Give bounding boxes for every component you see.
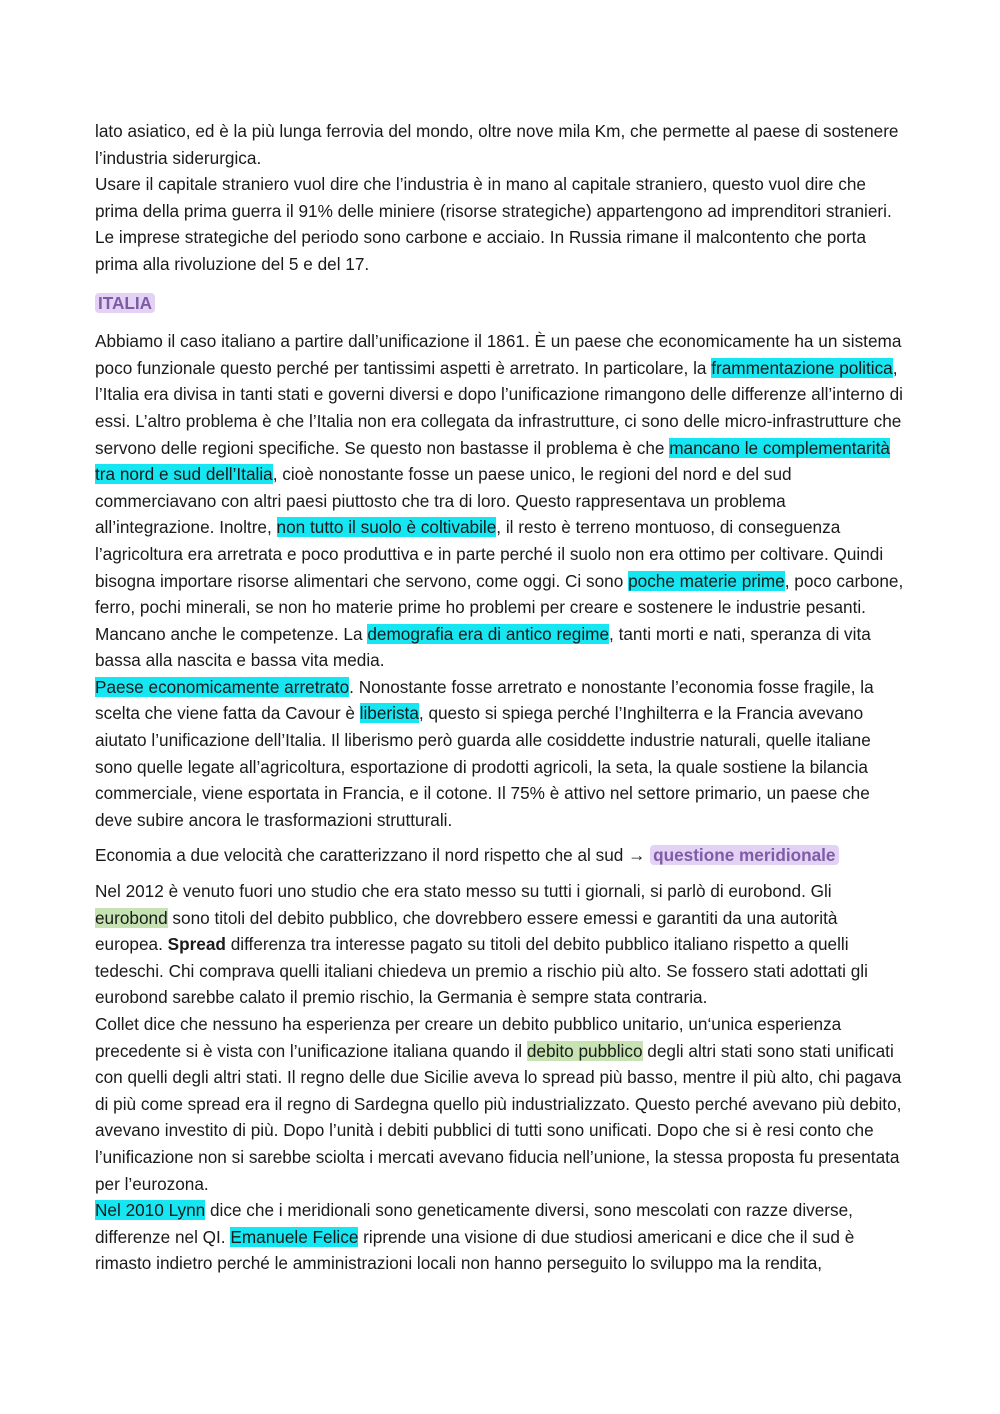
highlight-complementarita: mancano le complementarità tra nord e sud dell’Italia <box>95 437 890 485</box>
bold-spread: Spread <box>167 934 226 955</box>
paragraph-eurobond: Nel 2012 è venuto fuori uno studio che era stato messo su tutti i giornali, si parlò di eurobond. Gli eurobond sono titoli del debito pubblico, che dovrebbero essere emessi e garantiti da una autorità europea. Spread differenza tra interesse pagato su titoli del debito pubblico italiano rispetto a quelli tedeschi. Chi comprava quelli italiani chiedeva un premio a rischio più alto. Se fossero stati adottati gli eurobond sarebbe calato il premio rischio, la Germania è sempre stata contraria. <box>95 881 868 1008</box>
highlight-eurobond: eurobond <box>95 907 168 928</box>
arrow-icon: → <box>628 845 646 866</box>
highlight-demografia: demografia era di antico regime <box>367 623 610 644</box>
highlight-questione-meridionale: questione meridionale <box>650 845 838 865</box>
paragraph-ferrovia: lato asiatico, ed è la più lunga ferrovia del mondo, oltre nove mila Km, che permette al paese di sostenere l’industria siderurgica. <box>95 121 899 168</box>
document-page <box>95 118 907 1277</box>
highlight-emanuele-felice: Emanuele Felice <box>230 1226 359 1247</box>
highlight-frammentazione: frammentazione politica <box>711 357 893 378</box>
highlight-suolo: non tutto il suolo è coltivabile <box>276 517 497 538</box>
paragraph-capitale-straniero: Usare il capitale straniero vuol dire che l’industria è in mano al capitale straniero, questo vuol dire che prima della prima guerra il 91% delle miniere (risorse strategiche) appartengono ad imprenditori stranieri. Le imprese strategiche del periodo sono carbone e acciaio. In Russia rimane il malcontento che porta prima alla rivoluzione del 5 e del 17. <box>95 174 892 274</box>
highlight-materie-prime: poche materie prime <box>628 570 785 591</box>
highlight-paese-arretrato: Paese economicamente arretrato <box>95 676 350 697</box>
section-heading-label: ITALIA <box>95 293 155 313</box>
highlight-liberista: liberista <box>359 703 419 724</box>
paragraph-lynn: Nel 2010 Lynn dice che i meridionali sono geneticamente diversi, sono mescolati con razze diverse, differenze nel QI. Emanuele Felice riprende una visione di due studiosi americani e dice che il sud è rimasto indietro perché le amministrazioni locali non hanno perseguito lo sviluppo ma la rendita, <box>95 1200 855 1274</box>
paragraph-economia-due-velocita: Economia a due velocità che caratterizzano il nord rispetto che al sud → questione meridionale <box>95 842 907 869</box>
paragraph-collet: Collet dice che nessuno ha esperienza per creare un debito pubblico unitario, un‘unica esperienza precedente si è vista con l’unificazione italiana quando il debito pubblico degli altri stati sono stati unificati con quelli degli altri stati. Il regno delle due Sicilie aveva lo spread più basso, mentre il più alto, chi pagava di più come spread era il regno di Sardegna quello più industrializzato. Questo perché avevano più debito, avevano investito di più. Dopo l’unità i debiti pubblici di tutti sono unificati. Dopo che si è resi conto che l’unificazione non si sarebbe sciolta i mercati avevano fiducia nell’unione, la stessa proposta fu presentata per l’eurozona. <box>95 1014 902 1194</box>
paragraph-caso-italiano: Abbiamo il caso italiano a partire dall’unificazione il 1861. È un paese che economicamente ha un sistema poco funzionale questo perché per tantissimi aspetti è arretrato. In particolare, la frammentazione politica, l’Italia era divisa in tanti stati e governi diversi e dopo l’unificazione rimangono delle differenze all’interno di essi. L’altro problema è che l’Italia non era collegata da infrastrutture, ci sono delle micro-infrastrutture che servono delle regioni specifiche. Se questo non bastasse il problema è che mancano le complementarità tra nord e sud dell’Italia, cioè nonostante fosse un paese unico, le regioni del nord e del sud commerciavano con altri paesi piuttosto che tra di loro. Questo rappresentava un problema all’integrazione. Inoltre, non tutto il suolo è coltivabile, il resto è terreno montuoso, di conseguenza l’agricoltura era arretrata e poco produttiva e in parte perché il suolo non era ottimo per coltivare. Quindi bisogna importare risorse alimentari che servono, come oggi. Ci sono poche materie prime, poco carbone, ferro, pochi minerali, se non ho materie prime ho problemi per creare e sostenere le industrie pesanti. Mancano anche le competenze. La demografia era di antico regime, tanti morti e nati, speranza di vita bassa alla nascita e bassa vita media. <box>95 331 904 671</box>
section-heading <box>95 290 907 317</box>
paragraph-paese-arretrato: Paese economicamente arretrato. Nonostante fosse arretrato e nonostante l’economia fosse fragile, la scelta che viene fatta da Cavour è liberista, questo si spiega perché l’Inghilterra e la Francia avevano aiutato l’unificazione dell’Italia. Il liberismo però guarda alle cosiddette industrie naturali, quelle italiane sono quelle legate all’agricoltura, esportazione di prodotti agricoli, la seta, la quale sostiene la bilancia commerciale, viene esportata in Francia, e il cotone. Il 75% è attivo nel settore primario, un paese che deve subire ancora le trasformazioni strutturali. <box>95 676 874 830</box>
highlight-lynn: Nel 2010 Lynn <box>95 1200 206 1221</box>
highlight-debito-pubblico: debito pubblico <box>526 1040 643 1061</box>
